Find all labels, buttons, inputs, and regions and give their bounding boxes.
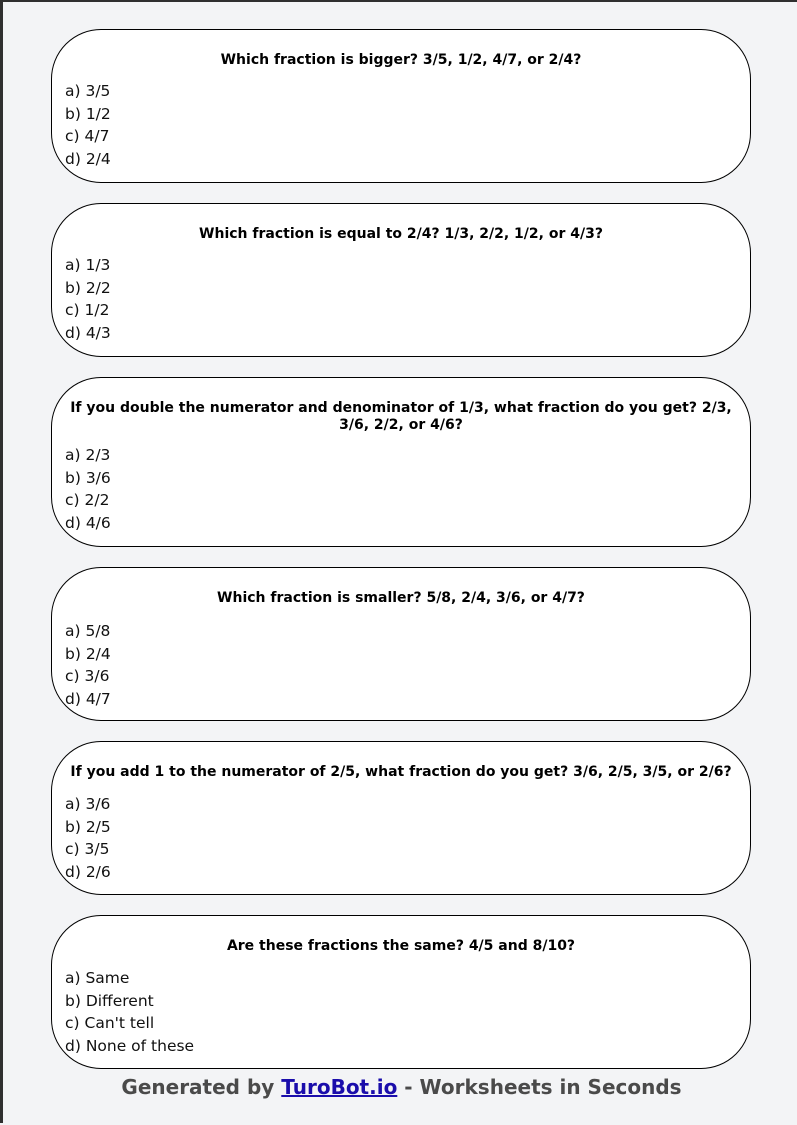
answer-options: [65, 967, 194, 1057]
answer-option: b) Different: [65, 991, 154, 1010]
answer-option: c) 4/7: [65, 127, 110, 146]
answer-option: a) 3/5: [65, 82, 111, 100]
answer-option: c) 2/2: [65, 491, 110, 510]
answer-options: [65, 80, 111, 170]
answer-option: d) 4/3: [65, 323, 111, 342]
question-text: If you add 1 to the numerator of 2/5, what fraction do you get? 3/6, 2/5, 3/5, or 2/6?: [70, 764, 732, 780]
answer-option: b) 2/2: [65, 278, 111, 297]
answer-option: d) 4/6: [65, 513, 111, 532]
question-text: Which fraction is smaller? 5/8, 2/4, 3/6, or 4/7?: [217, 590, 585, 606]
answer-option: c) 3/5: [65, 840, 110, 859]
answer-option: a) 5/8: [65, 622, 111, 640]
answer-option: a) 3/6: [65, 795, 111, 813]
question-text: If you double the numerator and denominator of 1/3, what fraction do you get? 2/3, 3/6, 2/2, or 4/6?: [70, 400, 732, 433]
answer-options: [65, 793, 111, 883]
question-card: [51, 377, 751, 547]
answer-option: c) Can't tell: [65, 1014, 155, 1033]
answer-option: a) Same: [65, 969, 130, 987]
question-text: Which fraction is equal to 2/4? 1/3, 2/2, 1/2, or 4/3?: [199, 226, 603, 242]
answer-option: d) 2/6: [65, 862, 111, 881]
question-card: [51, 567, 751, 721]
answer-option: a) 1/3: [65, 256, 111, 274]
question-text: Are these fractions the same? 4/5 and 8/10?: [226, 938, 576, 954]
answer-options: [65, 444, 111, 534]
answer-options: [65, 254, 111, 344]
answer-option: c) 1/2: [65, 301, 110, 320]
answer-option: d) 2/4: [65, 149, 111, 168]
answer-option: a) 2/3: [65, 446, 111, 464]
question-text: Which fraction is bigger? 3/5, 1/2, 4/7, or 2/4?: [220, 52, 582, 68]
answer-option: d) 4/7: [65, 689, 111, 708]
answer-option: b) 1/2: [65, 104, 111, 123]
footer-prefix: Generated by: [121, 1075, 275, 1099]
worksheet: [3, 2, 797, 1125]
answer-option: b) 2/4: [65, 644, 111, 663]
footer-suffix: - Worksheets in Seconds: [404, 1075, 682, 1099]
answer-option: b) 2/5: [65, 817, 111, 836]
answer-option: d) None of these: [65, 1036, 195, 1055]
answer-option: b) 3/6: [65, 468, 111, 487]
question-card: [51, 741, 751, 895]
answer-option: c) 3/6: [65, 667, 110, 686]
turobot-link[interactable]: TuroBot.io: [281, 1075, 398, 1099]
question-card: [51, 203, 751, 357]
question-card: [51, 915, 751, 1069]
answer-options: [65, 620, 111, 710]
question-card: [51, 29, 751, 183]
footer-credit: [3, 1075, 797, 1099]
